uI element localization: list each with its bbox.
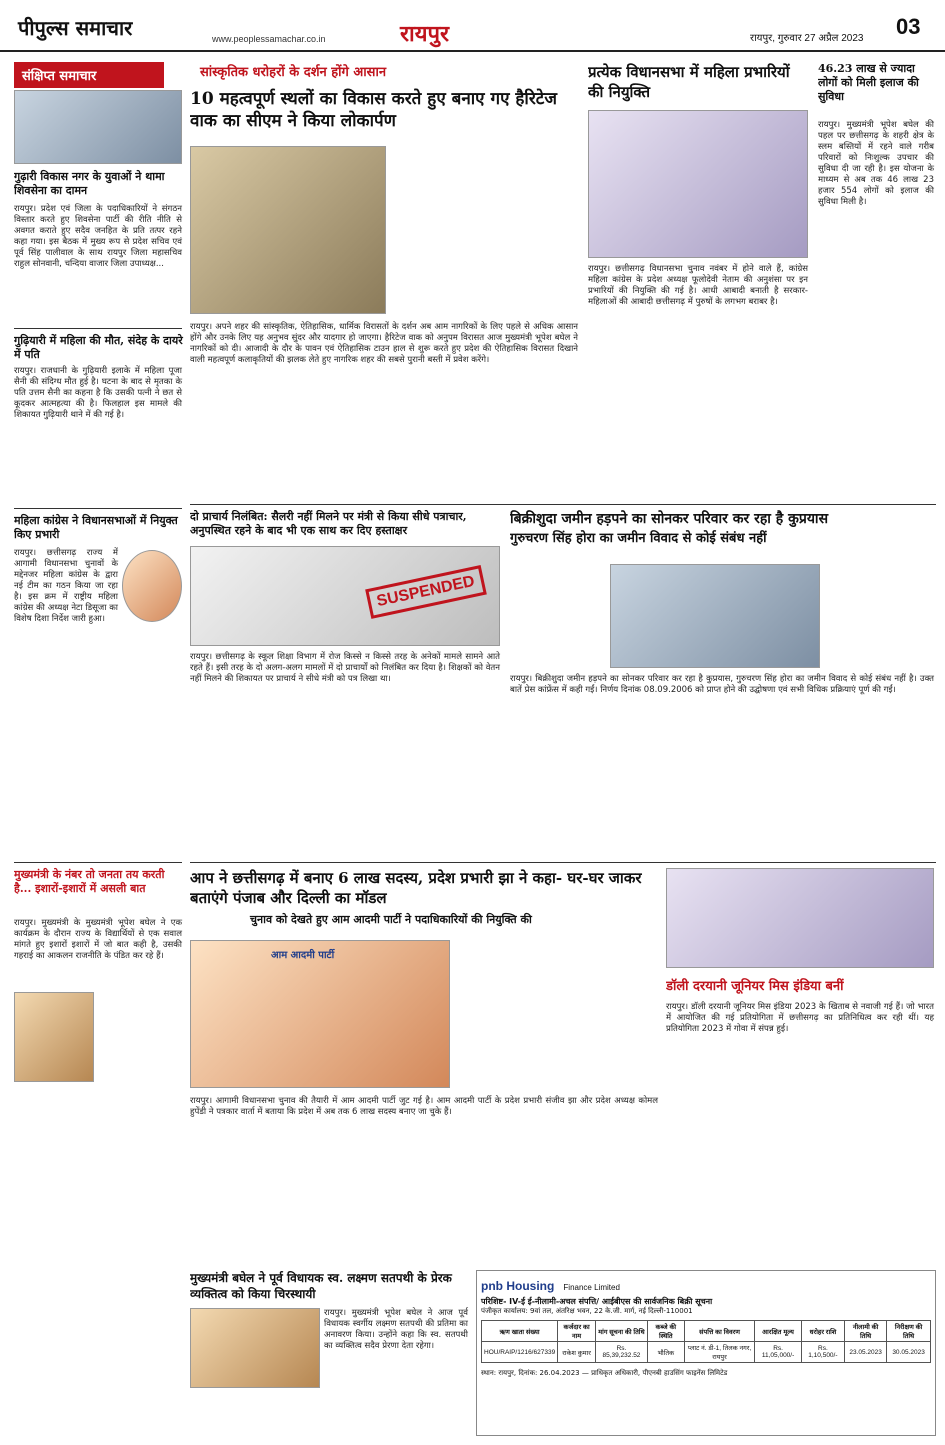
health-body: रायपुर। मुख्यमंत्री भूपेश बघेल की पहल पर छत्तीसगढ़ के शहरी क्षेत्र के स्लम बस्तियों में रहने वाले गरीब परिवारों को निःशुल्क उपचार की सुविधा दी जा रही है। इस योजना के माध्यम से अब तक 46 लाख 23 हजार 554 लोगों को इलाज की सुविधा मिली है।: [818, 120, 934, 207]
horizontal-divider: [190, 504, 936, 505]
health-headline: 46.23 लाख से ज्यादा लोगों को मिली इलाज की सुविधा: [818, 62, 919, 103]
table-cell: राकेश कुमार: [558, 1342, 596, 1363]
group-photo: [14, 90, 182, 164]
illustration: [588, 110, 808, 258]
women-incharge-story: [588, 62, 810, 502]
auction-table: [481, 1320, 931, 1363]
miss-india-body: रायपुर। डॉली दरयानी जूनियर मिस इंडिया 2023 के खिताब से नवाजी गई हैं। जो भारत में आयोजित की गई प्रतियोगिता में छत्तीसगढ़ का प्रतिनिधित्व कर रही थीं। यह प्रतियोगिता 2023 में गोवा में संपन्न हुई।: [666, 1002, 934, 1034]
horizontal-divider: [190, 862, 936, 863]
table-cell: Rs. 1,10,500/-: [801, 1342, 844, 1363]
suspended-stamp: SUSPENDED: [366, 565, 487, 619]
table-header: धरोहर राशि: [801, 1321, 844, 1342]
table-cell: प्लाट नं. डी-1, तिलक नगर, रायपुर: [684, 1342, 755, 1363]
women-body: रायपुर। छत्तीसगढ़ विधानसभा चुनाव नवंबर में होने वाले हैं, कांग्रेस महिला कांग्रेस के प्रदेश अध्यक्ष फूलोदेवी नेताम की अनुशंसा पर इन प्रभारियों की नियुक्ति की गई है। आधी आबादी बनाती है सरकार- महिलाओं की आबादी छत्तीसगढ़ में पुरुषों के लगभग बराबर है।: [588, 264, 808, 307]
land-body: रायपुर। बिक्रीशुदा जमीन हड़पने का सोनकर परिवार कर रहा है कुप्रयास, गुरुचरण सिंह होरा का जमीन विवाद से कोई संबंध नहीं है। उक्त बातें प्रेस कांफ्रेंस में कही गईं। निर्णय दिनांक 08.09.2006 को प्राप्त होने की उद्घोषणा एवं सभी विधिक प्रक्रियाएं पूर्ण की गईं।: [510, 674, 934, 695]
divider: [14, 328, 182, 329]
table-header: संपत्ति का विवरण: [684, 1321, 755, 1342]
land-headline: बिक्रीशुदा जमीन हड़पने का सोनकर परिवार कर रहा है कुप्रयास: [510, 511, 829, 527]
table-header: नीलामी की तिथि: [845, 1321, 887, 1342]
aap-subheadline: चुनाव को देखते हुए आम आदमी पार्टी ने पदाधिकारियों की नियुक्ति की: [250, 913, 532, 926]
event-photo: [666, 868, 934, 968]
cartoon-photo: [190, 546, 500, 646]
brief4-headline: मुख्यमंत्री के नंबर तो जनता तय करती है... इशारों-इशारों में असली बात: [14, 868, 165, 895]
cm-photo: [14, 992, 94, 1082]
pnb-housing-ad: [476, 1270, 936, 1436]
aap-story: [190, 868, 660, 1266]
aap-banner: आम आदमी पार्टी: [271, 950, 335, 961]
masthead: [0, 0, 945, 52]
brief1-body: रायपुर। प्रदेश एवं जिला के पदाधिकारियों ने संगठन विस्तार करते हुए शिवसेना पार्टी की रीति नीति से अवगत कराते हुए सदैव जनहित के प्रति तत्पर रहने कहा गया। इस बैठक में मुख्य रूप से प्रदेश सचिव एवं पूर्व सिंह पालीवाल के साथ रायपुर जिला महासचिव राहुल सोनवानी, चन्दिया वाजार जिला उपाध्यक्ष...: [14, 204, 182, 269]
suspension-headline: दो प्राचार्य निलंबित: सैलरी नहीं मिलने पर मंत्री से किया सीधे पत्राचार, अनुपस्थित रहने के बाद भी एक साथ कर दिए हस्ताक्षर: [190, 510, 467, 537]
table-cell: Rs. 11,05,000/-: [755, 1342, 801, 1363]
divider: [14, 862, 182, 863]
portrait-photo: [122, 550, 182, 622]
newspaper-logo: पीपुल्स समाचार: [18, 16, 133, 40]
ad-heading: परिशिष्ट- IV-ई ई-नीलामी-अचल संपत्ति/ आईबीएस की सार्वजनिक बिक्री सूचना: [481, 1297, 713, 1306]
table-header: मांग सूचना की तिथि: [595, 1321, 647, 1342]
ad-brand: pnb Housing: [481, 1279, 555, 1293]
brief3-headline: महिला कांग्रेस ने विधानसभाओं में नियुक्त किए प्रभारी: [14, 514, 178, 541]
brief3-body: रायपुर। छत्तीसगढ़ राज्य में आगामी विधानसभा चुनावों के मद्देनजर महिला कांग्रेस के द्वारा नई टीम का गठन किया जा रहा है। इस क्रम में राष्ट्रीय महिला कांग्रेस की अध्यक्ष नेटा डिसूजा का विशेष दिशा निर्देश जारी हुआ।: [14, 548, 118, 624]
table-header: निरीक्षण की तिथि: [887, 1321, 931, 1342]
ad-footer: स्थान: रायपुर, दिनांक: 26.04.2023 — प्राधिकृत अधिकारी, पीएनबी हाउसिंग फाइनेंस लिमिटेड: [481, 1369, 728, 1377]
table-cell: Rs. 85,39,232.52: [595, 1342, 647, 1363]
brief2-body: रायपुर। राजधानी के गुढ़ियारी इलाके में महिला पूजा सैनी की संदिग्ध मौत हुई है। घटना के बाद से मृतका के पति उत्तम सैनी का कहना है कि उसकी पत्नी ने छत से कूदकर आत्महत्या की है। फिलहाल इस मामले की शिकायत गुढ़ियारी थाने में की गई है।: [14, 366, 182, 420]
land-subheadline: गुरुचरण सिंह होरा का जमीन विवाद से कोई संबंध नहीं: [510, 531, 767, 546]
suspension-story: [190, 510, 502, 860]
table-cell: 23.05.2023: [845, 1342, 887, 1363]
page-number: 03: [896, 14, 921, 39]
table-cell: 30.05.2023: [887, 1342, 931, 1363]
press-conference-photo: [610, 564, 820, 668]
suspension-body: रायपुर। छत्तीसगढ़ के स्कूल शिक्षा विभाग में रोज किस्से न किस्से तरह के अनेकों मामले सामने आते रहते हैं। इसी तरह के दो अलग-अलग मामलों में दो प्राचार्यों को निलंबित कर दिया है। शिक्षकों को वेतन नहीं मिलने की शिकायत पर प्राचार्य ने सीधे मंत्री को पत्र लिखा था।: [190, 652, 500, 684]
aap-press-photo: [190, 940, 450, 1088]
statue-photo: [190, 1308, 320, 1388]
table-header: कर्जदार का नाम: [558, 1321, 596, 1342]
table-header-row: [482, 1321, 931, 1342]
city-title: रायपुर: [400, 21, 449, 47]
brief-label: संक्षिप्त समाचार: [14, 62, 164, 88]
aap-headline: आप ने छत्तीसगढ़ में बनाए 6 लाख सदस्य, प्रदेश प्रभारी झा ने कहा- घर-घर जाकर बताएंगे पंजाब और दिल्ली का मॉडल: [190, 869, 642, 907]
heritage-kicker: सांस्कृतिक धरोहरों के दर्शन होंगे आसान: [200, 65, 387, 80]
table-cell: HOU/RAIP/1216/627339: [482, 1342, 558, 1363]
brief4-body: रायपुर। मुख्यमंत्री के मुख्यमंत्री भूपेश बघेल ने एक कार्यक्रम के दौरान राज्य के विद्यार्थियों से एक सवाल मांगते हुए इशारों इशारों में जो बात कही है, उसकी गहराई का आकलन राजनीति के पंडित कर रहे हैं।: [14, 918, 182, 961]
divider: [14, 508, 182, 509]
tribute-body: रायपुर। मुख्यमंत्री भूपेश बघेल ने आज पूर्व विधायक स्वर्गीय लक्ष्मण सतपथी की प्रतिमा का अनावरण किया। उन्होंने कहा कि स्व. सतपथी का व्यक्तित्व सदैव प्रेरणा देता रहेगा।: [324, 1308, 468, 1351]
website-url[interactable]: www.peoplessamachar.co.in: [212, 34, 326, 44]
heritage-body: रायपुर। अपने शहर की सांस्कृतिक, ऐतिहासिक, धार्मिक विरासतों के दर्शन अब आम नागरिकों के लिए पहले से अधिक आसान होंगे और उनके लिए यह अनुभव सुंदर और यादगार हो जाएगा। हैरिटेज वाक को अनुपम विरासत आज मुख्यमंत्री भूपेश बघेल ने नागरिकों को दी। आजादी के दौर के पावन एवं ऐतिहासिक टाउन हाल से शुरू करते हुए प्रदेश की ऐतिहासिक विरासत दिखाने वाली महत्वपूर्ण कलाकृतियों की झलक लेते हुए नागरिक शहर की सबसे पुरानी बस्ती में प्रवेश करेंगे।: [190, 322, 578, 365]
brief-column: [14, 62, 184, 1432]
heritage-headline: 10 महत्वपूर्ण स्थलों का विकास करते हुए बनाए गए हैरिटेज वाक का सीएम ने किया लोकार्पण: [190, 89, 557, 131]
table-cell: भौतिक: [647, 1342, 684, 1363]
miss-india-headline: डॉली दरयानी जूनियर मिस इंडिया बनीं: [666, 979, 844, 994]
women-headline: प्रत्येक विधानसभा में महिला प्रभारियों की नियुक्ति: [588, 63, 790, 101]
table-header: आरक्षित मूल्य: [755, 1321, 801, 1342]
table-header: कब्जे की स्थिति: [647, 1321, 684, 1342]
table-header: ऋण खाता संख्या: [482, 1321, 558, 1342]
brief1-headline: गुढ़ारी विकास नगर के युवाओं ने थामा शिवसेना का दामन: [14, 170, 165, 197]
cm-tribute-story: [190, 1270, 470, 1436]
ad-tagline: Finance Limited: [563, 1283, 620, 1292]
ad-office: पंजीकृत कार्यालय: 9वां तल, अंतरिक्ष भवन, 22 के.जी. मार्ग, नई दिल्ली-110001: [481, 1307, 693, 1315]
miss-india-story: [666, 868, 936, 1266]
temple-photo: [190, 146, 386, 314]
brief2-headline: गुढ़ियारी में महिला की मौत, संदेह के दायरे में पति: [14, 334, 183, 361]
table-row: [482, 1342, 931, 1363]
land-story: [510, 510, 936, 860]
tribute-headline: मुख्यमंत्री बघेल ने पूर्व विधायक स्व. लक्ष्मण सतपथी के प्रेरक व्यक्तित्व को किया चिरस्थायी: [190, 1271, 452, 1301]
aap-body: रायपुर। आगामी विधानसभा चुनाव की तैयारी में आम आदमी पार्टी जुट गई है। आम आदमी पार्टी के प्रदेश प्रभारी संजीव झा और प्रदेश अध्यक्ष कोमल हुपेंडी ने पत्रकार वार्ता में बताया कि प्रदेश में अब तक 6 लाख सदस्य बनाए जा चुके हैं।: [190, 1096, 658, 1117]
heritage-story: [190, 62, 580, 502]
dateline: रायपुर, गुरुवार 27 अप्रैल 2023: [750, 33, 864, 44]
health-story: [818, 62, 936, 502]
